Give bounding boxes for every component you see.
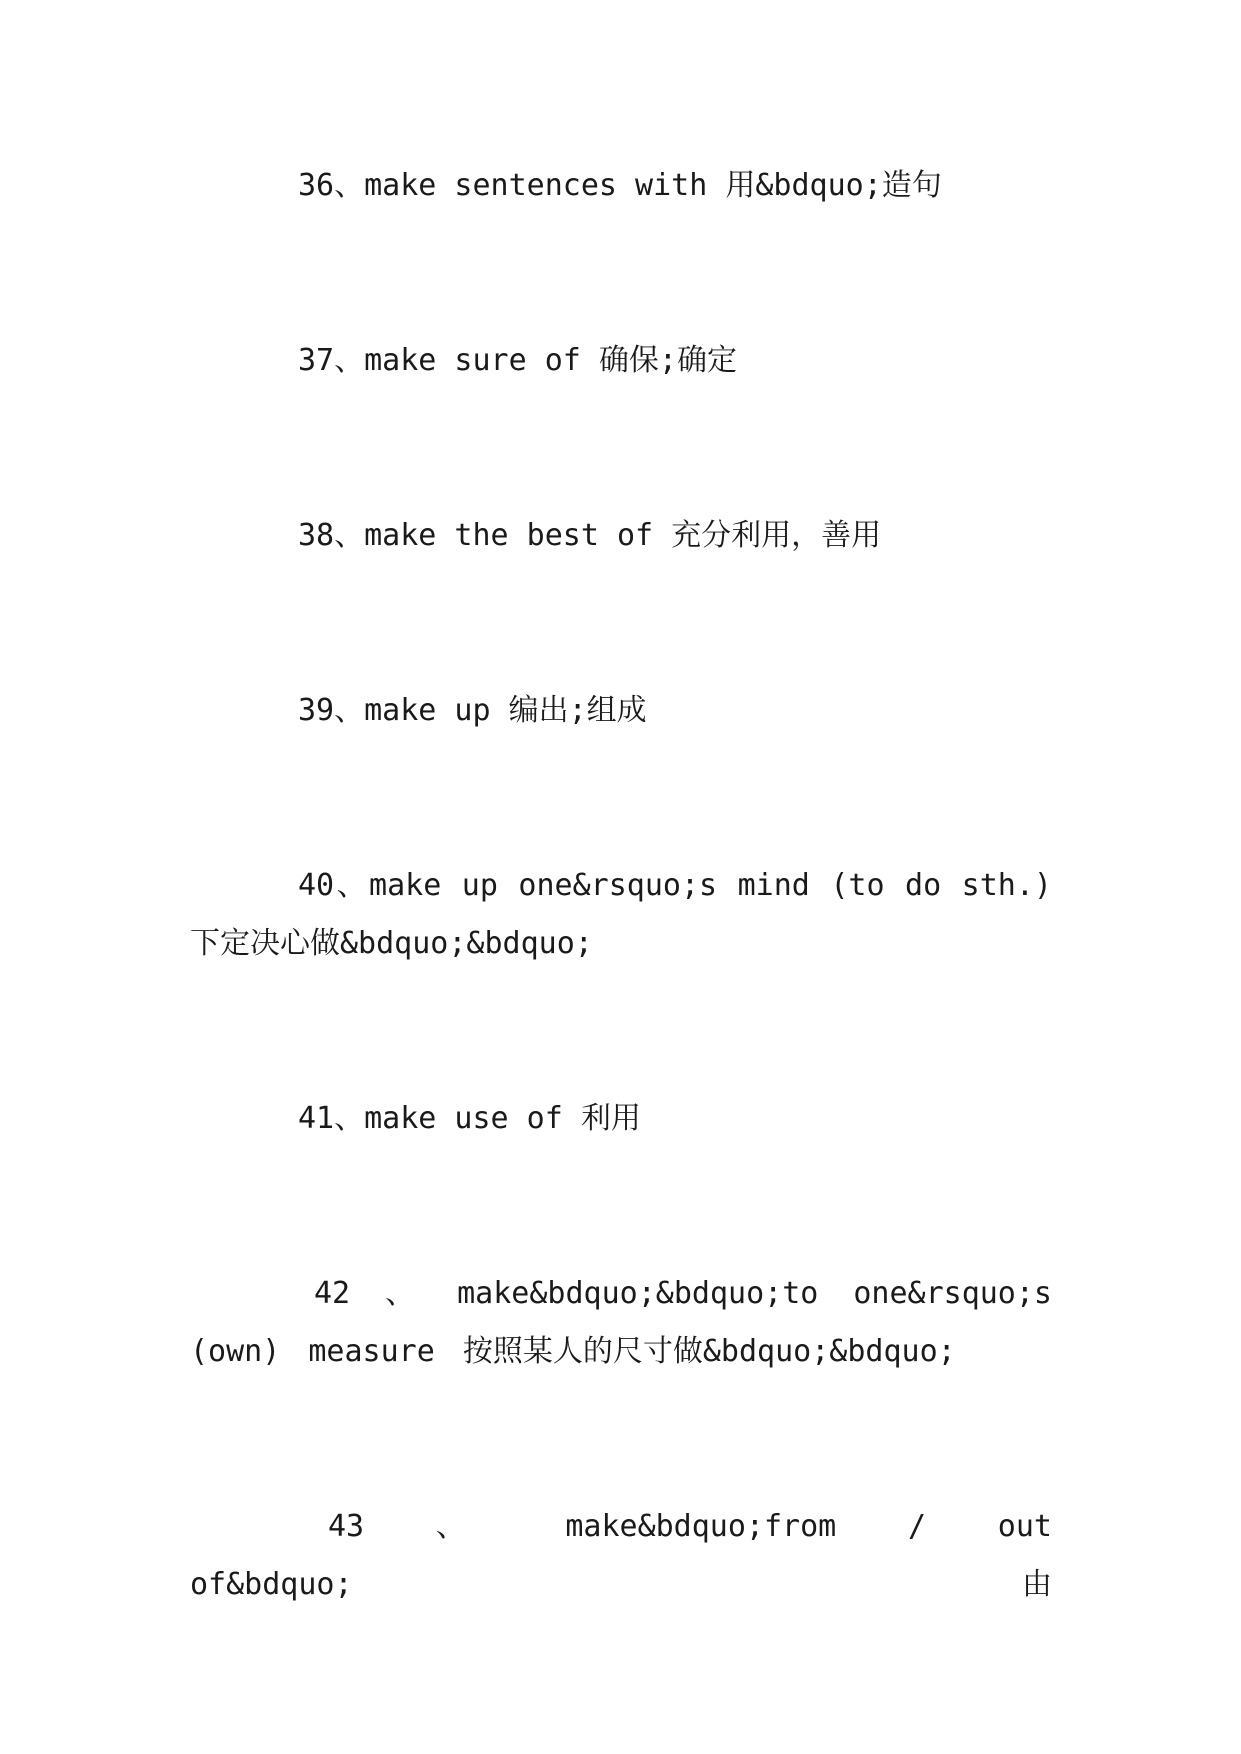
phrase-entry-43: 43 、 make&bdquo;from / out of&bdquo; 由 [190, 1509, 1097, 1602]
phrase-entry-37: 37、make sure of 确保;确定 [298, 343, 737, 378]
phrase-entry-38: 38、make the best of 充分利用，善用 [298, 518, 882, 553]
phrase-entry-39: 39、make up 编出;组成 [298, 693, 647, 728]
phrase-entry-40: 40、make up one&rsquo;s mind (to do sth.) 下定决心做&bdquo;&bdquo; [190, 868, 1071, 961]
phrase-entry-41: 41、make use of 利用 [298, 1101, 641, 1136]
phrase-entry-42: 42 、 make&bdquo;&bdquo;to one&rsquo;s (own) measure 按照某人的尺寸做&bdquo;&bdquo; [190, 1276, 1081, 1369]
phrase-entry-36: 36、make sentences with 用&bdquo;造句 [298, 168, 942, 203]
